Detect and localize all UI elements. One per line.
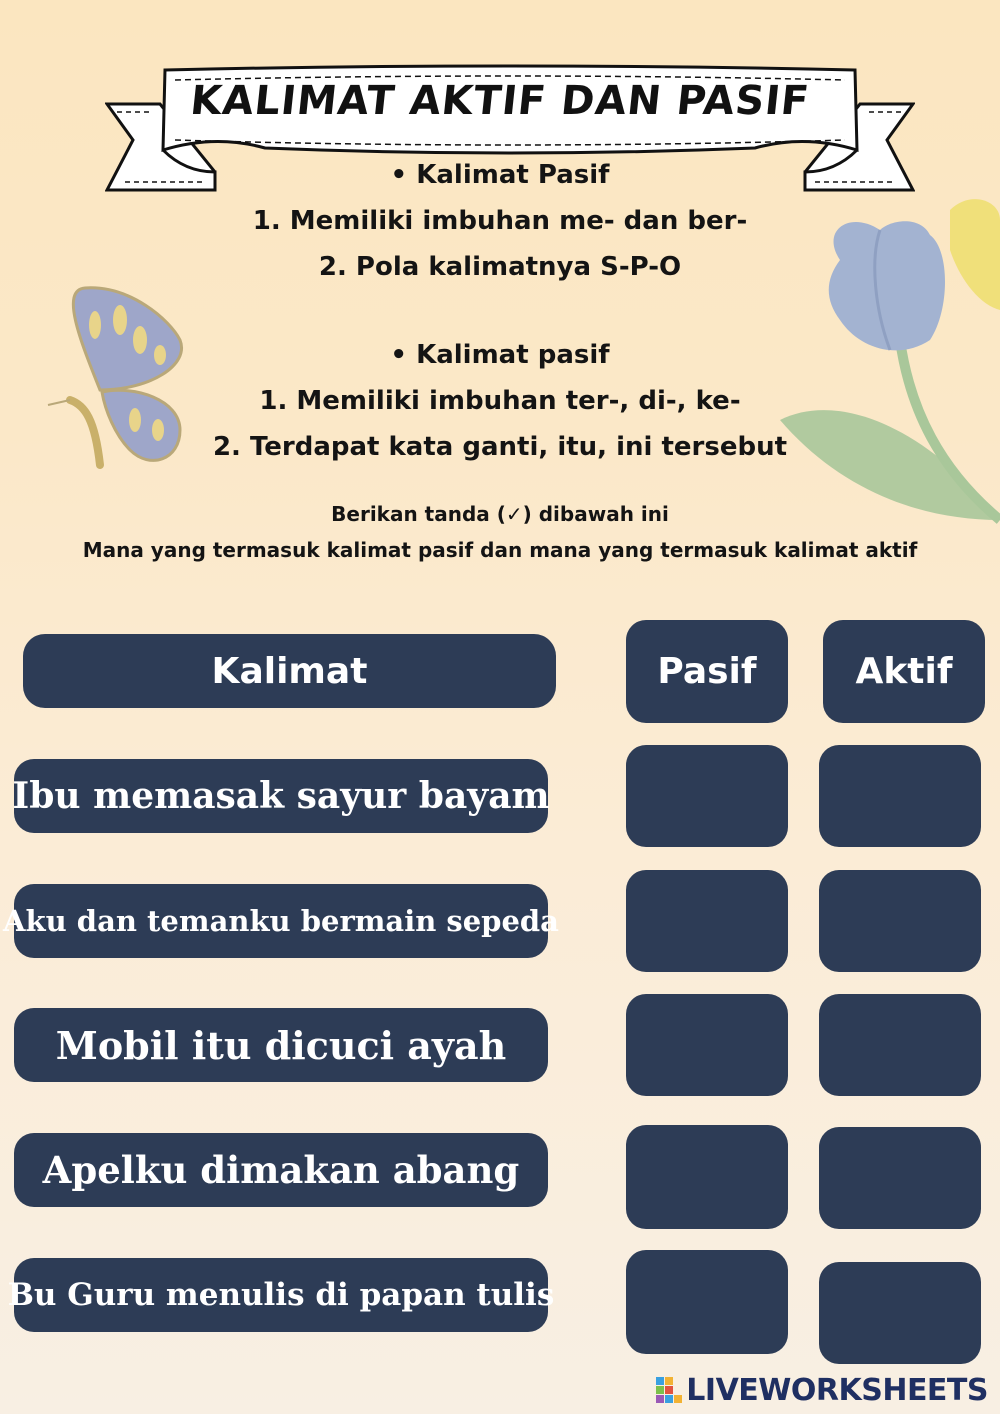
rule-heading: • Kalimat Pasif xyxy=(390,160,610,190)
sentence-row-5: Bu Guru menulis di papan tulis xyxy=(14,1258,548,1332)
sentence-row-3: Mobil itu dicuci ayah xyxy=(14,1008,548,1082)
rule-item: 1. Memiliki imbuhan me- dan ber- xyxy=(252,206,748,236)
rule-item: 1. Memiliki imbuhan ter-, di-, ke- xyxy=(259,386,741,416)
liveworksheets-logo xyxy=(656,1372,988,1408)
active-answer-box-1[interactable] xyxy=(819,745,981,847)
butterfly-illustration xyxy=(40,280,200,480)
header-active: Aktif xyxy=(823,620,985,723)
active-answer-box-3[interactable] xyxy=(819,994,981,1096)
sentence-row-4: Apelku dimakan abang xyxy=(14,1133,548,1207)
passive-answer-box-1[interactable] xyxy=(626,745,788,847)
page-title: KALIMAT AKTIF DAN PASIF xyxy=(188,78,812,124)
active-answer-box-2[interactable] xyxy=(819,870,981,972)
passive-answer-box-3[interactable] xyxy=(626,994,788,1096)
passive-answer-box-2[interactable] xyxy=(626,870,788,972)
rule-item: 2. Pola kalimatnya S-P-O xyxy=(318,252,682,282)
logo-text: LIVEWORKSHEETS xyxy=(686,1372,988,1408)
passive-answer-box-5[interactable] xyxy=(626,1250,788,1354)
active-answer-box-4[interactable] xyxy=(819,1127,981,1229)
instruction-line-1: Berikan tanda (✓) dibawah ini xyxy=(331,502,669,526)
instruction-line-2: Mana yang termasuk kalimat pasif dan mana yang termasuk kalimat aktif xyxy=(82,538,918,562)
rule-heading: • Kalimat pasif xyxy=(390,340,610,370)
sentence-row-2: Aku dan temanku bermain sepeda xyxy=(14,884,548,958)
header-passive: Pasif xyxy=(626,620,788,723)
header-sentence: Kalimat xyxy=(23,634,556,708)
sentence-row-1: Ibu memasak sayur bayam xyxy=(14,759,548,833)
passive-answer-box-4[interactable] xyxy=(626,1125,788,1229)
liveworksheets-logo-icon xyxy=(656,1377,682,1403)
instructions xyxy=(0,496,1000,568)
rule-item: 2. Terdapat kata ganti, itu, ini tersebut xyxy=(212,432,788,462)
active-answer-box-5[interactable] xyxy=(819,1262,981,1364)
